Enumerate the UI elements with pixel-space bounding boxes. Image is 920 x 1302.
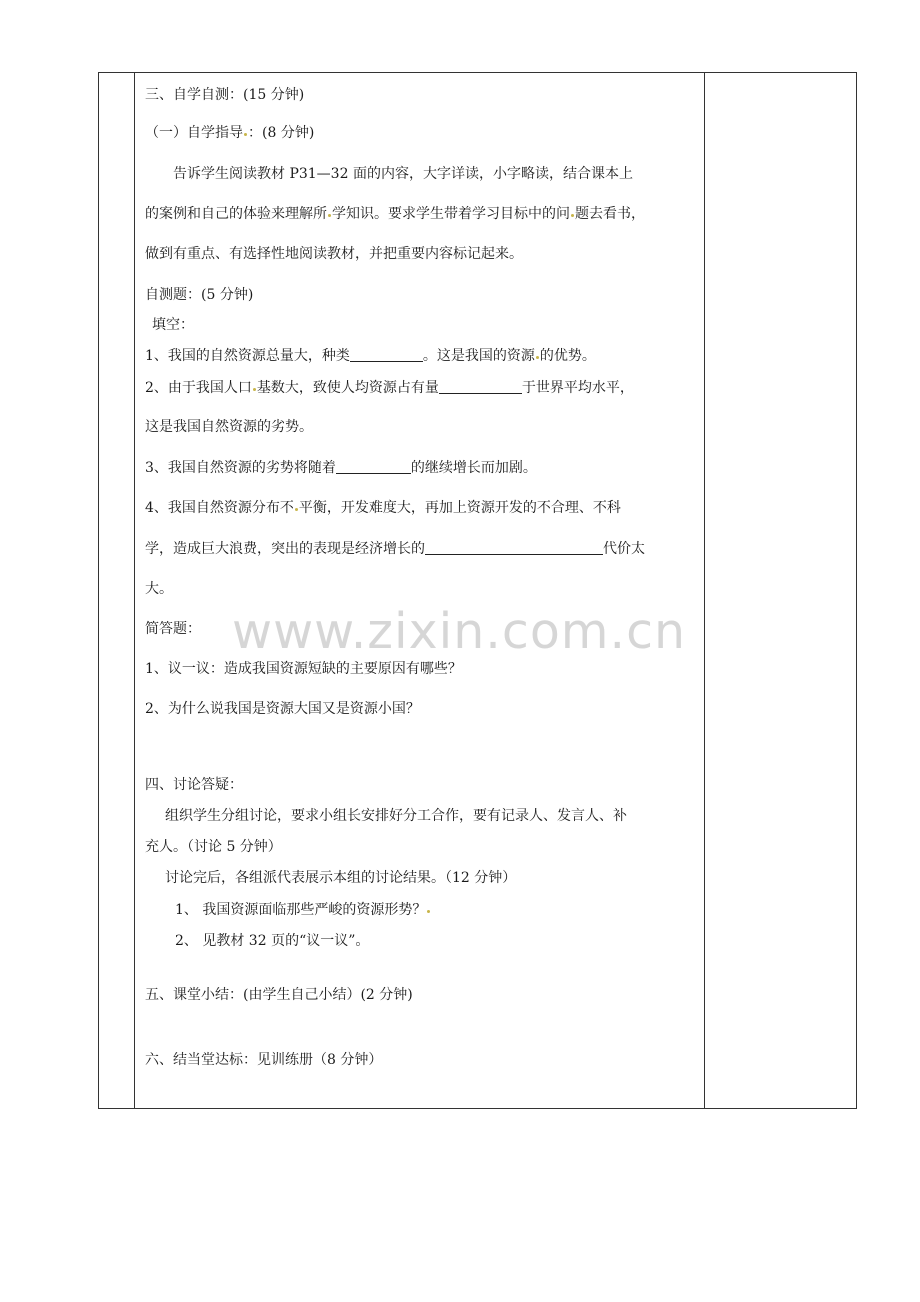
section6-heading: 六、结当堂达标：见训练册（8 分钟） — [145, 1052, 383, 1068]
discussion-text-line-3: 讨论完后，各组派代表展示本组的讨论结果。（12 分钟） — [165, 870, 517, 886]
watermark-text: www.zixin.com.cn — [232, 603, 687, 660]
fill-question-4-cont: 学，造成巨大浪费，突出的表现是经济增长的 代价太 — [145, 541, 645, 557]
fill-question-4-end: 大。 — [145, 581, 173, 597]
right-column-divider — [704, 73, 705, 1108]
fill-question-1: 1、我国的自然资源总量大，种类 。这是我国的资源 的优势。 — [145, 348, 596, 364]
self-test-heading: 自测题：(5 分钟) — [145, 287, 254, 303]
discussion-item-2: 2、 见教材 32 页的“议一议”。 — [175, 933, 370, 949]
answer-blank[interactable] — [336, 459, 411, 474]
section4-heading: 四、讨论答疑： — [145, 777, 243, 793]
lesson-plan-table — [98, 72, 857, 1109]
fill-question-2-cont: 这是我国自然资源的劣势。 — [145, 419, 313, 435]
fill-question-3: 3、我国自然资源的劣势将随着 的继续增长而加剧。 — [145, 460, 537, 476]
short-answer-1: 1、议一议：造成我国资源短缺的主要原因有哪些？ — [145, 661, 462, 677]
guide-paragraph-line-3: 做到有重点、有选择性地阅读教材，并把重要内容标记起来。 — [145, 246, 523, 262]
fill-question-4: 4、我国自然资源分布不 平衡，开发难度大，再加上资源开发的不合理、不科 — [145, 500, 621, 516]
guide-paragraph-line-1: 告诉学生阅读教材 P31—32 面的内容，大字详读，小字略读，结合课本上 — [173, 166, 633, 182]
guide-paragraph-line-2: 的案例和自己的体验来理解所 学知识。要求学生带着学习目标中的问 题去看书， — [145, 206, 645, 222]
short-answer-2: 2、为什么说我国是资源大国又是资源小国？ — [145, 701, 420, 717]
discussion-text-line-1: 组织学生分组讨论，要求小组长安排好分工合作，要有记录人、发言人、补 — [165, 808, 627, 824]
answer-blank[interactable] — [425, 540, 603, 555]
answer-blank[interactable] — [350, 347, 423, 362]
short-answer-heading: 简答题： — [145, 621, 201, 637]
section3-heading: 三、自学自测：(15 分钟) — [145, 87, 305, 103]
answer-blank[interactable] — [439, 379, 522, 394]
self-study-guide-heading: （一）自学指导 ：(8 分钟) — [145, 125, 315, 141]
section5-heading: 五、课堂小结：(由学生自己小结）(2 分钟) — [145, 987, 413, 1003]
discussion-item-1: 1、 我国资源面临那些严峻的资源形势？ — [175, 901, 431, 919]
discussion-text-line-2: 充人。（讨论 5 分钟） — [145, 839, 282, 855]
fill-in-heading: 填空： — [152, 317, 194, 333]
left-column-divider — [134, 73, 135, 1108]
fill-question-2: 2、由于我国人口 基数大，致使人均资源占有量 于世界平均水平， — [145, 380, 634, 396]
